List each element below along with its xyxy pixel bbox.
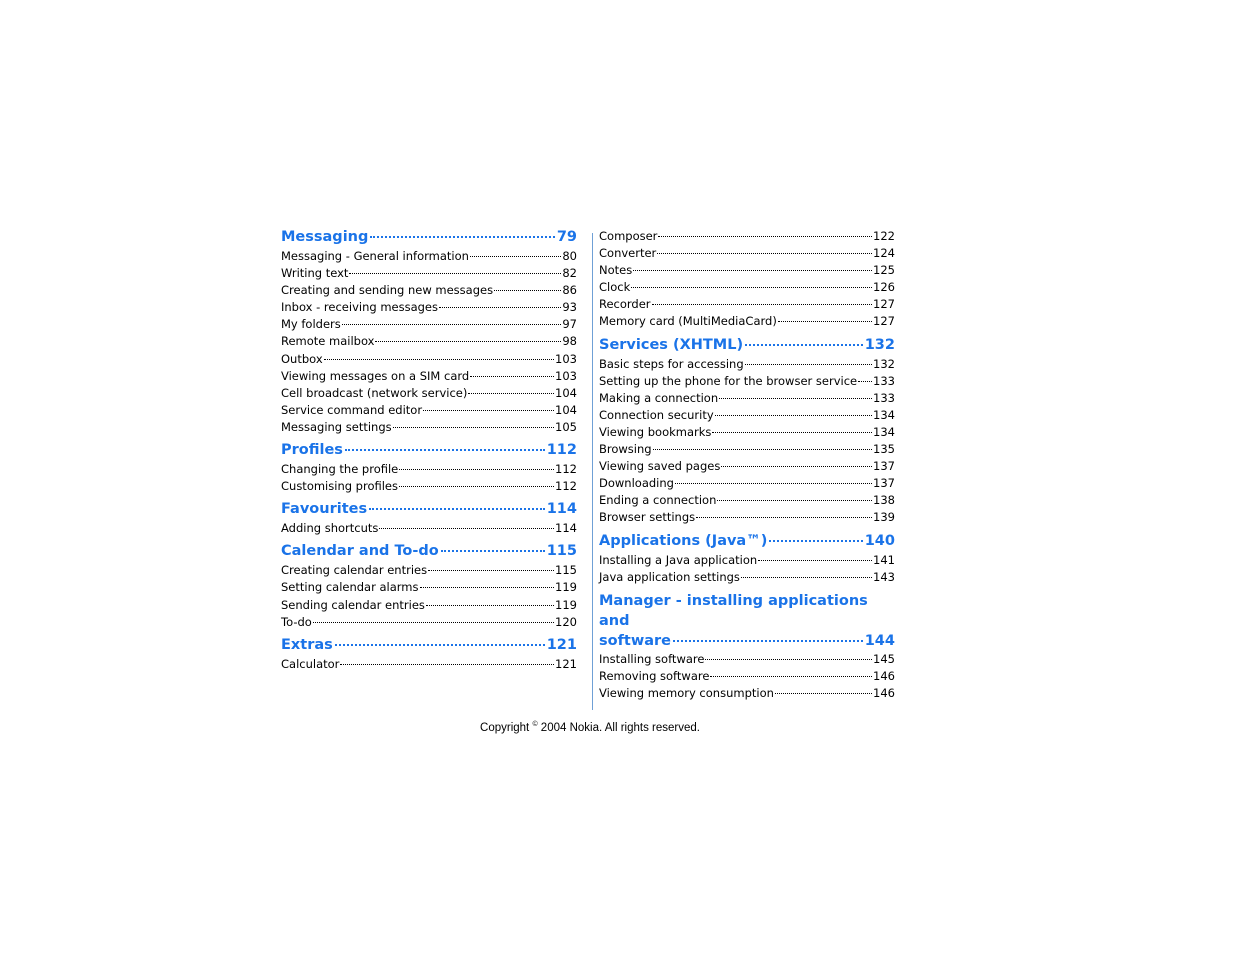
toc-section-services-xhtml: [599, 336, 895, 527]
toc-chapter-page: 115: [546, 543, 577, 560]
toc-entry-page: 114: [555, 521, 577, 536]
toc-entry[interactable]: [599, 407, 895, 424]
toc-entry[interactable]: [281, 419, 577, 436]
leader-dots: [715, 415, 872, 416]
toc-section-extras: [281, 636, 577, 673]
leader-dots: [423, 410, 554, 411]
leader-dots: [470, 256, 561, 257]
toc-entry-page: 121: [555, 656, 577, 671]
toc-chapter-title: Services (XHTML): [599, 336, 744, 353]
toc-entry-title: Adding shortcuts: [281, 521, 379, 536]
toc-chapter-heading[interactable]: [281, 500, 577, 520]
toc-chapter-page: 79: [556, 229, 577, 245]
toc-entry[interactable]: [281, 656, 577, 673]
leader-dots: [658, 236, 872, 237]
leader-dots: [778, 321, 872, 322]
toc-entry-page: 82: [562, 266, 577, 281]
leader-dots: [673, 640, 863, 642]
copyright-symbol: ©: [532, 721, 538, 728]
toc-entry-page: 115: [555, 563, 577, 578]
toc-entry[interactable]: [281, 282, 577, 299]
leader-dots: [657, 253, 872, 254]
toc-entry[interactable]: [599, 668, 895, 685]
toc-entry-page: 124: [873, 246, 895, 261]
leader-dots: [631, 287, 872, 288]
toc-entry[interactable]: [599, 279, 895, 296]
toc-entry-title: Viewing messages on a SIM card: [281, 368, 470, 383]
toc-entry[interactable]: [599, 552, 895, 569]
leader-dots: [494, 290, 561, 291]
toc-chapter-heading[interactable]: [281, 542, 577, 562]
toc-entry-title: To-do: [281, 614, 312, 629]
leader-dots: [710, 676, 872, 677]
toc-entry[interactable]: [281, 478, 577, 495]
toc-entry-title: Memory card (MultiMediaCard): [599, 314, 777, 329]
toc-entry-page: 93: [562, 300, 577, 315]
toc-section-continued: [599, 228, 895, 331]
toc-chapter-title: Extras: [281, 636, 333, 653]
toc-chapter-title-line2: [599, 631, 895, 651]
toc-entry-title: Converter: [599, 246, 657, 261]
leader-dots: [375, 341, 561, 342]
leader-dots: [439, 307, 561, 308]
toc-entry[interactable]: [281, 385, 577, 402]
toc-chapter-title: software: [599, 632, 671, 649]
toc-chapter-heading[interactable]: [281, 228, 577, 248]
toc-entry-page: 104: [555, 402, 577, 417]
toc-entry-title: Connection security: [599, 407, 714, 422]
toc-entry[interactable]: [281, 579, 577, 596]
toc-entry-title: Installing a Java application: [599, 552, 758, 567]
toc-entry-title: Setting up the phone for the browser service: [599, 373, 858, 388]
toc-entry[interactable]: [599, 569, 895, 586]
toc-entry[interactable]: [599, 685, 895, 702]
leader-dots: [349, 273, 561, 274]
toc-chapter-page: 114: [546, 501, 577, 518]
toc-entry[interactable]: [599, 475, 895, 492]
column-divider: [592, 233, 593, 710]
leader-dots: [758, 560, 872, 561]
toc-entry[interactable]: [281, 265, 577, 282]
leader-dots: [696, 517, 872, 518]
leader-dots: [652, 304, 873, 305]
leader-dots: [653, 449, 872, 450]
toc-section-favourites: [281, 500, 577, 537]
copyright-suffix: 2004 Nokia. All rights reserved.: [537, 721, 700, 734]
copyright-prefix: Copyright: [480, 721, 533, 734]
toc-entry[interactable]: [281, 402, 577, 419]
leader-dots: [345, 449, 545, 451]
toc-entry-page: 139: [873, 510, 895, 525]
toc-chapter-heading[interactable]: [599, 532, 895, 552]
toc-left-column: [281, 228, 577, 678]
toc-chapter-page: 140: [864, 532, 895, 549]
toc-entry-title: Ending a connection: [599, 493, 717, 508]
toc-entry-title: Viewing memory consumption: [599, 685, 774, 700]
toc-entry-title: Clock: [599, 280, 631, 295]
toc-entry-page: 138: [873, 493, 895, 508]
toc-entry[interactable]: [281, 562, 577, 579]
leader-dots: [745, 364, 872, 365]
toc-entry-page: 103: [555, 351, 577, 366]
toc-entry-title: My folders: [281, 317, 341, 332]
leader-dots: [745, 344, 863, 346]
toc-entry-page: 112: [555, 462, 577, 477]
toc-entry-title: Messaging settings: [281, 419, 392, 434]
toc-entry-title: Messaging - General information: [281, 249, 469, 263]
leader-dots: [858, 381, 872, 382]
toc-entry[interactable]: [281, 597, 577, 614]
leader-dots: [420, 587, 555, 588]
copyright-footer: [0, 721, 1180, 734]
toc-entry[interactable]: [599, 390, 895, 407]
leader-dots: [369, 508, 545, 510]
leader-dots: [393, 427, 554, 428]
leader-dots: [399, 469, 554, 470]
leader-dots: [370, 236, 554, 238]
toc-entry-page: 146: [873, 685, 895, 700]
toc-chapter-title: Favourites: [281, 501, 368, 518]
toc-entry-title: Making a connection: [599, 390, 719, 405]
leader-dots: [717, 500, 872, 501]
toc-entry-page: 98: [562, 334, 577, 349]
toc-chapter-title: Messaging: [281, 229, 369, 245]
leader-dots: [675, 483, 872, 484]
toc-entry[interactable]: [599, 228, 895, 245]
toc-entry[interactable]: [281, 299, 577, 316]
toc-entry[interactable]: [599, 313, 895, 330]
toc-entry-title: Browser settings: [599, 510, 696, 525]
toc-entry[interactable]: [599, 509, 895, 526]
toc-entry-title: Composer: [599, 229, 658, 243]
toc-right-column: [599, 228, 895, 707]
toc-entry-page: 104: [555, 385, 577, 400]
toc-entry-title: Sending calendar entries: [281, 597, 425, 612]
toc-section-messaging: [281, 228, 577, 436]
leader-dots: [324, 359, 554, 360]
toc-entry-page: 146: [873, 668, 895, 683]
toc-entry-title: Writing text: [281, 266, 349, 281]
toc-entry-title: Downloading: [599, 476, 674, 491]
leader-dots: [426, 605, 554, 606]
leader-dots: [633, 270, 872, 271]
toc-entry-page: 119: [555, 580, 577, 595]
leader-dots: [741, 577, 872, 578]
toc-entry[interactable]: [599, 424, 895, 441]
toc-entry-page: 126: [873, 280, 895, 295]
toc-entry-page: 137: [873, 476, 895, 491]
toc-entry-title: Browsing: [599, 442, 652, 457]
leader-dots: [342, 324, 562, 325]
toc-entry[interactable]: [281, 520, 577, 537]
toc-entry[interactable]: [281, 461, 577, 478]
leader-dots: [719, 398, 872, 399]
toc-entry[interactable]: [281, 614, 577, 631]
leader-dots: [721, 466, 872, 467]
toc-entry[interactable]: [599, 441, 895, 458]
toc-section-profiles: [281, 441, 577, 495]
toc-entry-title: Changing the profile: [281, 462, 399, 477]
toc-chapter-heading[interactable]: [599, 591, 895, 651]
toc-entry-title: Viewing bookmarks: [599, 424, 712, 439]
toc-section-applications-java: [599, 532, 895, 586]
toc-entry-title: Customising profiles: [281, 479, 398, 494]
leader-dots: [775, 693, 872, 694]
toc-entry-page: 120: [555, 614, 577, 629]
toc-entry-title: Installing software: [599, 651, 705, 666]
toc-entry-title: Inbox - receiving messages: [281, 300, 438, 315]
leader-dots: [705, 659, 872, 660]
toc-entry-title: Setting calendar alarms: [281, 580, 419, 595]
toc-entry-page: 134: [873, 424, 895, 439]
toc-entry-title: Java application settings: [599, 569, 740, 584]
toc-chapter-title: Calendar and To-do: [281, 543, 439, 560]
leader-dots: [340, 664, 554, 665]
toc-entry-page: 127: [873, 297, 895, 312]
toc-chapter-page: 132: [864, 336, 895, 353]
leader-dots: [769, 540, 862, 542]
toc-entry-title: Service command editor: [281, 402, 423, 417]
toc-entry[interactable]: [281, 248, 577, 265]
toc-entry[interactable]: [599, 492, 895, 509]
toc-entry-page: 135: [873, 442, 895, 457]
toc-entry[interactable]: [599, 651, 895, 668]
toc-entry[interactable]: [281, 351, 577, 368]
leader-dots: [712, 432, 872, 433]
toc-chapter-title: Profiles: [281, 442, 343, 459]
leader-dots: [335, 644, 545, 646]
leader-dots: [468, 393, 554, 394]
toc-chapter-title: Manager - installing applications and: [599, 592, 868, 629]
leader-dots: [399, 486, 554, 487]
toc-entry-title: Creating and sending new messages: [281, 283, 494, 298]
toc-entry-page: 105: [555, 419, 577, 434]
toc-entry-page: 122: [873, 229, 895, 243]
leader-dots: [470, 376, 554, 377]
toc-entry[interactable]: [599, 296, 895, 313]
toc-entry-page: 132: [873, 356, 895, 371]
leader-dots: [379, 528, 554, 529]
leader-dots: [441, 550, 545, 552]
toc-entry-page: 133: [873, 390, 895, 405]
toc-entry-title: Cell broadcast (network service): [281, 385, 468, 400]
toc-chapter-heading[interactable]: [281, 441, 577, 461]
toc-entry[interactable]: [599, 373, 895, 390]
toc-chapter-page: 112: [546, 442, 577, 459]
leader-dots: [428, 570, 554, 571]
toc-entry-title: Outbox: [281, 351, 323, 366]
toc-entry[interactable]: [281, 368, 577, 385]
toc-section-calendar-and-to-do: [281, 542, 577, 630]
toc-entry-page: 80: [562, 249, 577, 263]
toc-entry-page: 145: [873, 651, 895, 666]
toc-entry-title: Notes: [599, 263, 633, 278]
toc-section-manager-installing-applications-and-software: [599, 591, 895, 702]
toc-entry-page: 86: [562, 283, 577, 298]
toc-entry[interactable]: [599, 262, 895, 279]
toc-entry-page: 127: [873, 314, 895, 329]
toc-entry-page: 137: [873, 459, 895, 474]
toc-chapter-heading[interactable]: [281, 636, 577, 656]
toc-entry-page: 133: [873, 373, 895, 388]
toc-entry-title: Basic steps for accessing: [599, 356, 744, 371]
toc-chapter-title: Applications (Java™): [599, 532, 768, 549]
toc-chapter-page: 144: [864, 632, 895, 649]
toc-entry[interactable]: [281, 316, 577, 333]
toc-entry-page: 134: [873, 407, 895, 422]
toc-chapter-page: 121: [546, 636, 577, 653]
toc-entry-page: 112: [555, 479, 577, 494]
leader-dots: [313, 622, 554, 623]
toc-entry[interactable]: [599, 356, 895, 373]
toc-chapter-heading[interactable]: [599, 336, 895, 356]
toc-entry[interactable]: [599, 245, 895, 262]
toc-entry-title: Viewing saved pages: [599, 459, 721, 474]
toc-entry[interactable]: [599, 458, 895, 475]
toc-entry-page: 97: [562, 317, 577, 332]
toc-entry-title: Removing software: [599, 668, 710, 683]
toc-entry-title: Calculator: [281, 656, 340, 671]
toc-entry-title: Remote mailbox: [281, 334, 375, 349]
toc-entry-page: 119: [555, 597, 577, 612]
toc-entry-page: 143: [873, 569, 895, 584]
toc-entry-page: 125: [873, 263, 895, 278]
toc-entry[interactable]: [281, 333, 577, 350]
toc-entry-title: Recorder: [599, 297, 651, 312]
toc-entry-page: 103: [555, 368, 577, 383]
toc-entry-page: 141: [873, 552, 895, 567]
toc-entry-title: Creating calendar entries: [281, 563, 428, 578]
